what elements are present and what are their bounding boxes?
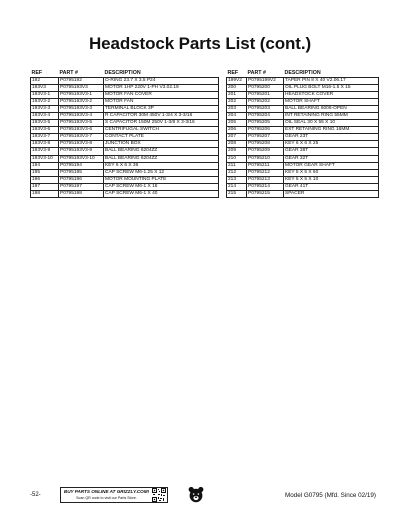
table-row — [227, 127, 379, 134]
cell-part-number: P0795193V3-9 — [59, 148, 104, 155]
cell-description: TAPER PIN 8 X 40 V2.06.17 — [284, 77, 379, 84]
cell-description: SPACER — [284, 191, 379, 198]
cell-ref: 193V3-8 — [31, 141, 59, 148]
cell-description: KEY 6 X 6 X 36 — [104, 162, 219, 169]
table-row — [31, 77, 219, 84]
cell-part-number: P0795192 — [59, 77, 104, 84]
cell-ref: 203 — [227, 105, 247, 112]
cell-ref: 200 — [227, 84, 247, 91]
cell-ref: 194 — [31, 162, 59, 169]
cell-ref: 208 — [227, 141, 247, 148]
table-row — [31, 105, 219, 112]
cell-description: CAP SCREW M6-1.25 X 12 — [104, 169, 219, 176]
cell-part-number: P0795200 — [247, 84, 284, 91]
table-row — [31, 120, 219, 127]
cell-ref: 193V3-2 — [31, 98, 59, 105]
cell-ref: 193V3-3 — [31, 105, 59, 112]
parts-table-right-body — [227, 77, 379, 198]
table-row — [227, 98, 379, 105]
cell-part-number: P0795202 — [247, 98, 284, 105]
cell-part-number: P0795215 — [247, 191, 284, 198]
cell-description: R CAPACITOR 30M 450V 1-3/4 X 3-3/16 — [104, 112, 219, 119]
cell-description: MOTOR 1HP 220V 1-PH V3.02.19 — [104, 84, 219, 91]
table-row — [227, 77, 379, 84]
cell-ref: 193V3 — [31, 84, 59, 91]
cell-description: INT RETAINING RING 55MM — [284, 112, 379, 119]
cell-ref: 193V3-9 — [31, 148, 59, 155]
table-row — [31, 176, 219, 183]
cell-description: CONTACT PLATE — [104, 134, 219, 141]
table-row — [31, 98, 219, 105]
cell-ref: 215 — [227, 191, 247, 198]
cell-ref: 193V3-1 — [31, 91, 59, 98]
cell-part-number: P0795193V3-3 — [59, 105, 104, 112]
cell-part-number: P0795207 — [247, 134, 284, 141]
cell-ref: 198 — [31, 191, 59, 198]
table-header-row — [227, 69, 379, 77]
cell-description: CAP SCREW M6-1 X 40 — [104, 191, 219, 198]
table-row — [227, 191, 379, 198]
table-row — [31, 155, 219, 162]
cell-part-number: P0795193V3-6 — [59, 127, 104, 134]
table-header-row — [31, 69, 219, 77]
cell-ref: 207 — [227, 134, 247, 141]
cell-description: GEAR 41T — [284, 183, 379, 190]
table-row — [31, 148, 219, 155]
table-row — [31, 169, 219, 176]
cell-ref: 197 — [31, 183, 59, 190]
cell-ref: 192 — [31, 77, 59, 84]
column-header-description: DESCRIPTION — [284, 69, 321, 76]
cell-description: BALL BEARING 6204ZZ — [104, 148, 219, 155]
column-header-description: DESCRIPTION — [104, 69, 141, 76]
cell-description: KEY 5 X 5 X 10 — [284, 176, 379, 183]
table-row — [227, 120, 379, 127]
cell-description: O-RING 23.7 X 3.5 P24 — [104, 77, 219, 84]
column-header-ref: REF — [31, 69, 43, 76]
cell-ref: 196 — [31, 176, 59, 183]
cell-ref: 202 — [227, 98, 247, 105]
table-row — [227, 134, 379, 141]
table-row — [31, 112, 219, 119]
cell-description: CENTRIFUGAL SWITCH — [104, 127, 219, 134]
column-header-part: PART # — [59, 69, 78, 76]
cell-description: MOTOR FAN COVER — [104, 91, 219, 98]
cell-part-number: P0795193V3-8 — [59, 141, 104, 148]
cell-description: OIL PLUG BOLT M16-1.5 X 15 — [284, 84, 379, 91]
cell-description: MOTOR SHAFT — [284, 98, 379, 105]
cell-description: JUNCTION BOX — [104, 141, 219, 148]
table-row — [31, 127, 219, 134]
cell-description: BALL BEARING 6006-OPEN — [284, 105, 379, 112]
cell-ref: 195 — [31, 169, 59, 176]
cell-description: HEADSTOCK COVER — [284, 91, 379, 98]
cell-ref: 193V3-10 — [31, 155, 59, 162]
table-row — [227, 112, 379, 119]
cell-description: GEAR 23T — [284, 134, 379, 141]
cell-ref: 205 — [227, 120, 247, 127]
cell-ref: 214 — [227, 183, 247, 190]
table-row — [31, 91, 219, 98]
cell-part-number: P0795206 — [247, 127, 284, 134]
cell-ref: 210 — [227, 155, 247, 162]
cell-ref: 213 — [227, 176, 247, 183]
cell-part-number: P0795210 — [247, 155, 284, 162]
cell-part-number: P0795193V3-5 — [59, 120, 104, 127]
table-row — [31, 162, 219, 169]
cell-part-number: P0795193V3 — [59, 84, 104, 91]
column-header-ref: REF — [227, 69, 239, 76]
model-label: Model G0795 (Mfd. Since 02/19) — [284, 492, 376, 499]
cell-part-number: P0795208 — [247, 141, 284, 148]
cell-description: MOTOR FAN — [104, 98, 219, 105]
column-header-part: PART # — [247, 69, 266, 76]
parts-table-left — [30, 69, 219, 198]
cell-description: BALL BEARING 6204ZZ — [104, 155, 219, 162]
cell-description: EXT RETAINING RING 16MM — [284, 127, 379, 134]
cell-part-number: P0795203 — [247, 105, 284, 112]
cell-part-number: P0795213 — [247, 176, 284, 183]
cell-part-number: P0795193V3-1 — [59, 91, 104, 98]
cell-description: CAP SCREW M6-1 X 16 — [104, 183, 219, 190]
cell-ref: 193V3-6 — [31, 127, 59, 134]
cell-part-number: P0795201 — [247, 91, 284, 98]
table-row — [227, 141, 379, 148]
cell-ref: 204 — [227, 112, 247, 119]
table-row — [227, 155, 379, 162]
cell-ref: 206 — [227, 127, 247, 134]
table-row — [227, 183, 379, 190]
cell-part-number: P0795193V3-4 — [59, 112, 104, 119]
cell-ref: 201 — [227, 91, 247, 98]
banner-text — [61, 489, 152, 501]
cell-part-number: P0795205 — [247, 120, 284, 127]
parts-table-right — [226, 69, 379, 198]
table-row — [227, 105, 379, 112]
cell-part-number: P0795214 — [247, 183, 284, 190]
cell-part-number: P0795212 — [247, 169, 284, 176]
cell-ref: 209 — [227, 148, 247, 155]
cell-ref: 211 — [227, 162, 247, 169]
cell-part-number: P0795196 — [59, 176, 104, 183]
cell-part-number: P0795194 — [59, 162, 104, 169]
cell-part-number: P0795198 — [59, 191, 104, 198]
cell-description: KEY 6 X 6 X 25 — [284, 141, 379, 148]
cell-part-number: P0795193V3-7 — [59, 134, 104, 141]
cell-part-number: P0795193V3-2 — [59, 98, 104, 105]
qr-code-icon[interactable] — [152, 488, 166, 502]
cell-part-number: P0795197 — [59, 183, 104, 190]
cell-part-number: P0795204 — [247, 112, 284, 119]
table-row — [227, 84, 379, 91]
cell-part-number: P0795193V3-10 — [59, 155, 104, 162]
cell-part-number: P0795195 — [59, 169, 104, 176]
cell-description: GEAR 32T — [284, 155, 379, 162]
banner-headline: BUY PARTS ONLINE AT GRIZZLY.COM! — [63, 489, 150, 494]
table-row — [31, 141, 219, 148]
cell-ref: 193V3-4 — [31, 112, 59, 119]
table-row — [227, 176, 379, 183]
page-number: -52- — [30, 492, 41, 498]
table-row — [31, 183, 219, 190]
table-row — [31, 134, 219, 141]
cell-description: S CAPACITOR 150M 250V 1-3/8 X 3-3/16 — [104, 120, 219, 127]
grizzly-bear-logo-icon — [188, 486, 204, 503]
table-row — [31, 84, 219, 91]
cell-ref: 199V2 — [227, 77, 247, 84]
cell-description: MOTOR MOUNTING PLATE — [104, 176, 219, 183]
banner-subtext: Scan QR code to visit our Parts Store. — [76, 496, 137, 500]
table-row — [31, 191, 219, 198]
cell-ref: 193V3-7 — [31, 134, 59, 141]
cell-description: OIL SEAL 30 X 55 X 10 — [284, 120, 379, 127]
cell-description: GEAR 38T — [284, 148, 379, 155]
table-row — [227, 162, 379, 169]
cell-description: TERMINAL BLOCK 3P — [104, 105, 219, 112]
cell-part-number: P0795211 — [247, 162, 284, 169]
table-row — [227, 169, 379, 176]
cell-description: KEY 5 X 5 X 60 — [284, 169, 379, 176]
cell-description: MOTOR GEAR SHAFT — [284, 162, 379, 169]
cell-part-number: P0795209 — [247, 148, 284, 155]
table-row — [227, 148, 379, 155]
table-row — [227, 91, 379, 98]
parts-store-banner[interactable] — [60, 487, 168, 503]
cell-part-number: P0795199V2 — [247, 77, 284, 84]
cell-ref: 212 — [227, 169, 247, 176]
parts-table-left-body — [31, 77, 219, 198]
page-title: Headstock Parts List (cont.) — [88, 34, 312, 53]
cell-ref: 193V3-5 — [31, 120, 59, 127]
